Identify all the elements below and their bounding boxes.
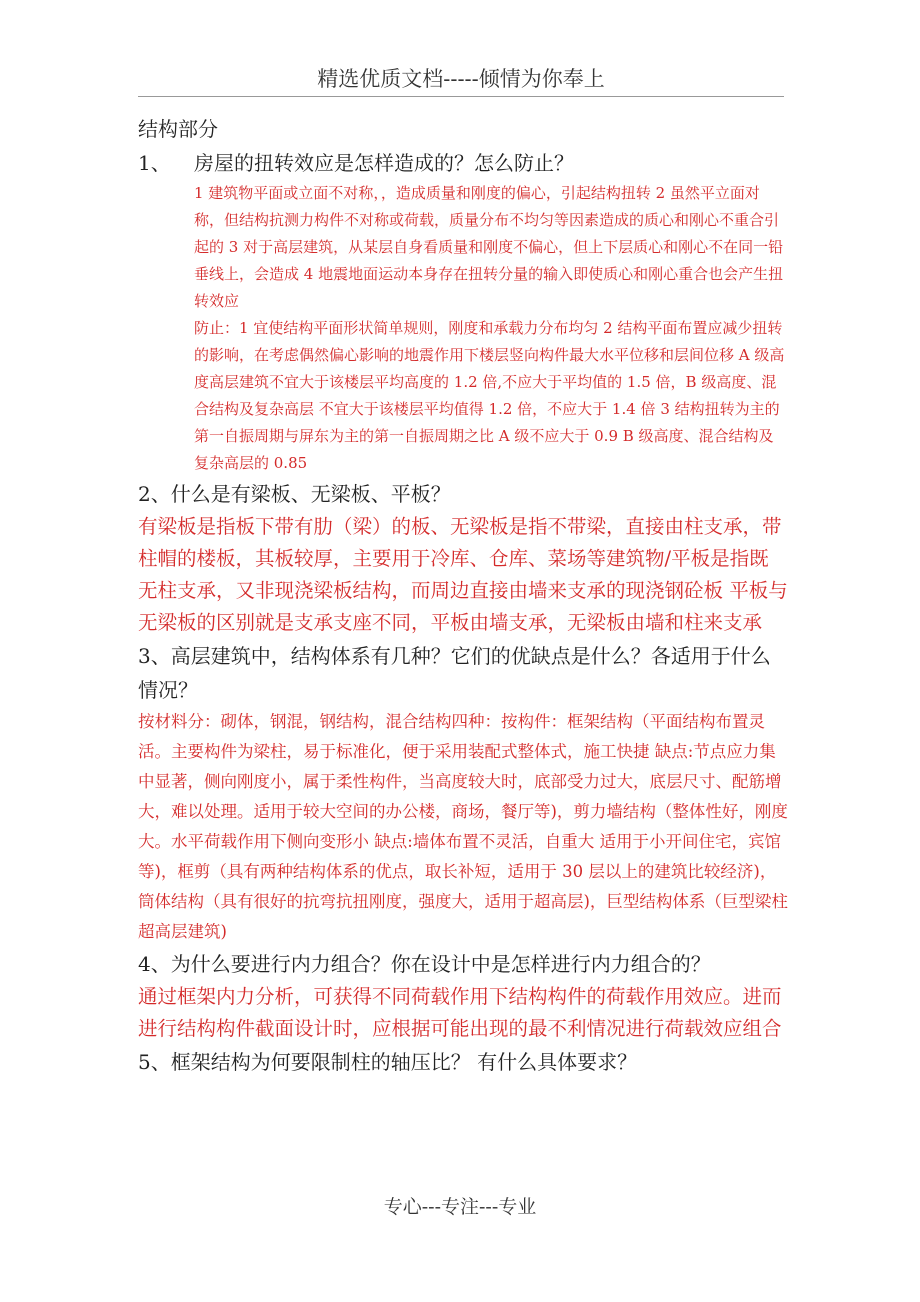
question-1-answer-cause: 1 建筑物平面或立面不对称，，造成质量和刚度的偏心，引起结构扭转 2 虽然平立面对称，但结构抗测力构件不对称或荷载，质量分布不均匀等因素造成的质心和刚心不重合引起的 3 对于高层建筑，从某层自身看质量和刚度不偏心，但上下层质心和刚心不在同一铅垂线上，会造成 4 地震地面运动本身存在扭转分量的输入即使质心和刚心重合也会产生扭转效应 <box>194 184 784 310</box>
header-divider <box>138 96 784 97</box>
question-5: 5、框架结构为何要限制柱的轴压比？ 有什么具体要求？ <box>138 1050 638 1074</box>
page-header: 精选优质文档-----倾情为你奉上 <box>317 67 605 91</box>
section-title: 结构部分 <box>138 117 218 141</box>
question-3-answer: 按材料分：砌体，钢混，钢结构，混合结构四种：按构件：框架结构（平面结构布置灵活。主要构件为梁柱，易于标准化，便于采用装配式整体式，施工快捷 缺点:节点应力集中显著，侧向刚度小，属于柔性构件，当高度较大时，底部受力过大，底层尺寸、配筋增大，难以处理。适用于较大空间的办公楼，商场，餐厅等)，剪力墙结构（整体性好，刚度大。水平荷载作用下侧向变形小 缺点:墙体布置不灵活，自重大 适用于小开间住宅，宾馆等)，框剪（具有两种结构体系的优点，取长补短，适用于 30 层以上的建筑比较经济)，筒体结构（具有很好的抗弯抗扭刚度，强度大，适用于超高层)，巨型结构体系（巨型梁柱 超高层建筑) <box>138 712 788 941</box>
question-4-answer: 通过框架内力分析，可获得不同荷载作用下结构构件的荷载作用效应。进而进行结构构件截面设计时，应根据可能出现的最不利情况进行荷载效应组合 <box>138 985 782 1040</box>
question-1-text: 房屋的扭转效应是怎样造成的？怎么防止？ <box>194 151 574 175</box>
document-body <box>138 112 788 1079</box>
question-4: 4、为什么要进行内力组合？你在设计中是怎样进行内力组合的？ <box>138 952 711 976</box>
question-3: 3、高层建筑中，结构体系有几种？它们的优缺点是什么？各适用于什么情况？ <box>138 644 771 702</box>
page-footer: 专心---专注---专业 <box>383 1196 537 1218</box>
question-2-answer: 有梁板是指板下带有肋（梁）的板、无梁板是指不带梁，直接由柱支承，带柱帽的楼板，其板较厚，主要用于冷库、仓库、菜场等建筑物/平板是指既无柱支承，又非现浇梁板结构，而周边直接由墙来支承的现浇钢砼板 平板与无梁板的区别就是支承支座不同，平板由墙支承，无梁板由墙和柱来支承 <box>138 515 788 634</box>
question-1-number: 1、 <box>138 151 171 175</box>
question-1 <box>138 146 788 180</box>
question-1-answer-prevention: 防止：1 宜使结构平面形状简单规则，刚度和承载力分布均匀 2 结构平面布置应减少扭转的影响，在考虑偶然偏心影响的地震作用下楼层竖向构件最大水平位移和层间位移 A 级高度高层建筑不宜大于该楼层平均高度的 1.2 倍,不应大于平均值的 1.5 倍，B 级高度、混合结构及复杂高层 不宜大于该楼层平均值得 1.2 倍，不应大于 1.4 倍 3 结构扭转为主的第一自振周期与屏东为主的第一自振周期之比 A 级不应大于 0.9 B 级高度、混合结构及复杂高层的 0.85 <box>194 319 785 472</box>
question-2: 2、什么是有梁板、无梁板、平板？ <box>138 482 451 506</box>
